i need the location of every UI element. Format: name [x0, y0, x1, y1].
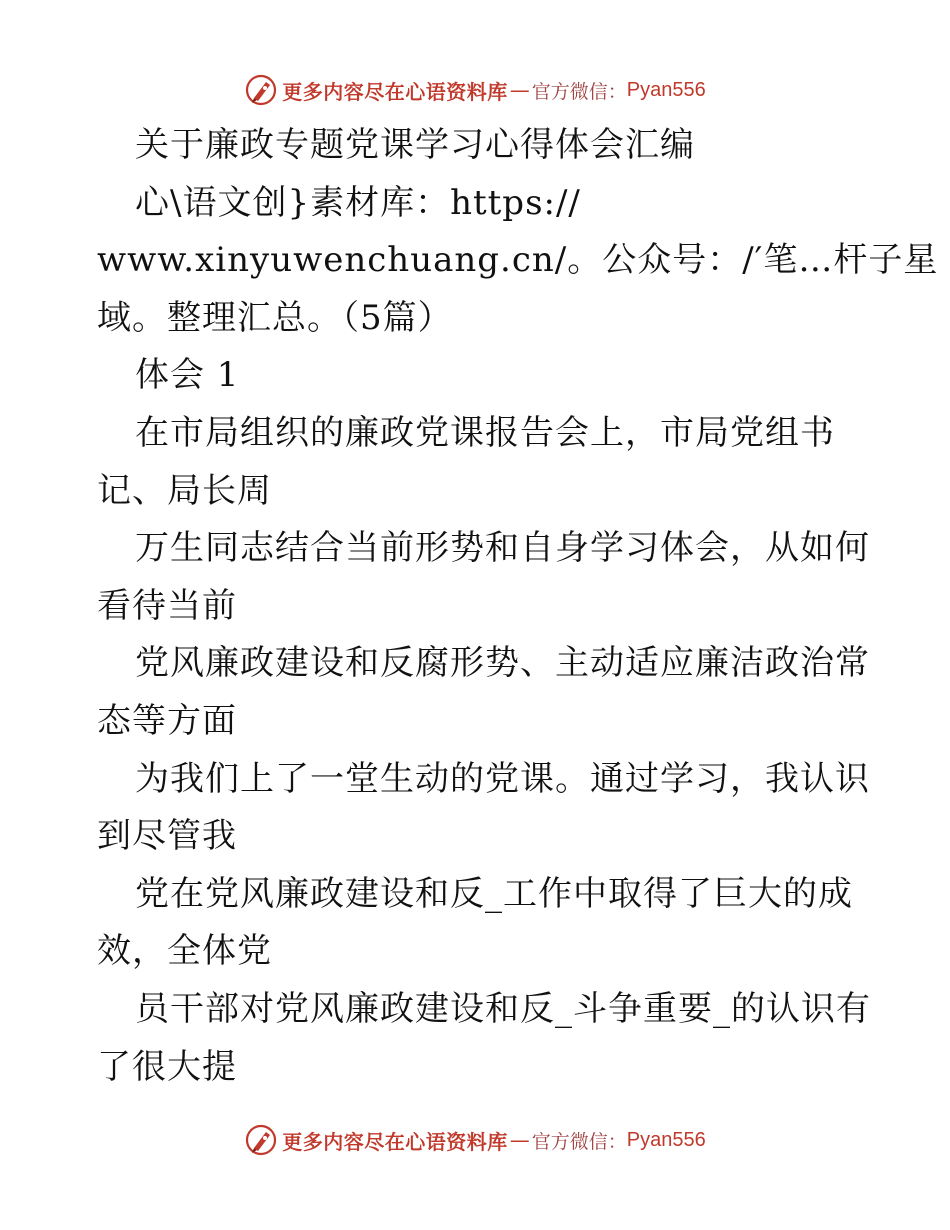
body-line: 党在党风廉政建设和反_工作中取得了巨大的成 — [135, 873, 853, 914]
banner-main-text: 更多内容尽在心语资料库 — [282, 1129, 508, 1154]
section-heading: 体会 1 — [135, 355, 240, 396]
banner-main-text: 更多内容尽在心语资料库 — [282, 79, 508, 104]
body-line: 万生同志结合当前形势和自身学习体会，从如何 — [135, 528, 870, 569]
body-line: 了很大提 — [97, 1046, 237, 1087]
document-title: 关于廉政专题党课学习心得体会汇编 — [135, 125, 695, 165]
banner-dash: — — [509, 78, 530, 102]
body-line: 到尽管我 — [97, 816, 237, 857]
banner-sub-text: 官方微信： — [531, 80, 627, 103]
body-line: 记、局长周 — [97, 470, 272, 511]
banner-handle: Pyan556 — [626, 1128, 706, 1151]
banner-sub-text: 官方微信： — [531, 1130, 627, 1153]
body-line: 员干部对党风廉政建设和反_斗争重要_的认识有 — [135, 988, 871, 1029]
banner-dash: — — [509, 1128, 530, 1152]
footer-watermark-banner — [0, 1120, 950, 1160]
pen-logo-icon — [244, 1123, 278, 1157]
body-line: www.xinyuwenchuang.cn/。公众号：/′笔…杆子星 — [97, 240, 939, 281]
pen-logo-icon — [244, 73, 278, 107]
body-line: 党风廉政建设和反腐形势、主动适应廉洁政治常 — [135, 643, 870, 684]
body-line: 在市局组织的廉政党课报告会上，市局党组书 — [135, 412, 835, 453]
document-body — [97, 117, 939, 1096]
header-watermark-banner — [0, 70, 950, 110]
body-line: 域。整理汇总。（5篇） — [97, 297, 453, 338]
body-line: 心\语文创}素材库：https:// — [135, 182, 581, 223]
body-line: 态等方面 — [97, 700, 237, 741]
body-line: 效，全体党 — [97, 931, 272, 972]
body-line: 为我们上了一堂生动的党课。通过学习，我认识 — [135, 758, 870, 799]
body-line: 看待当前 — [97, 585, 237, 626]
banner-handle: Pyan556 — [626, 78, 706, 101]
